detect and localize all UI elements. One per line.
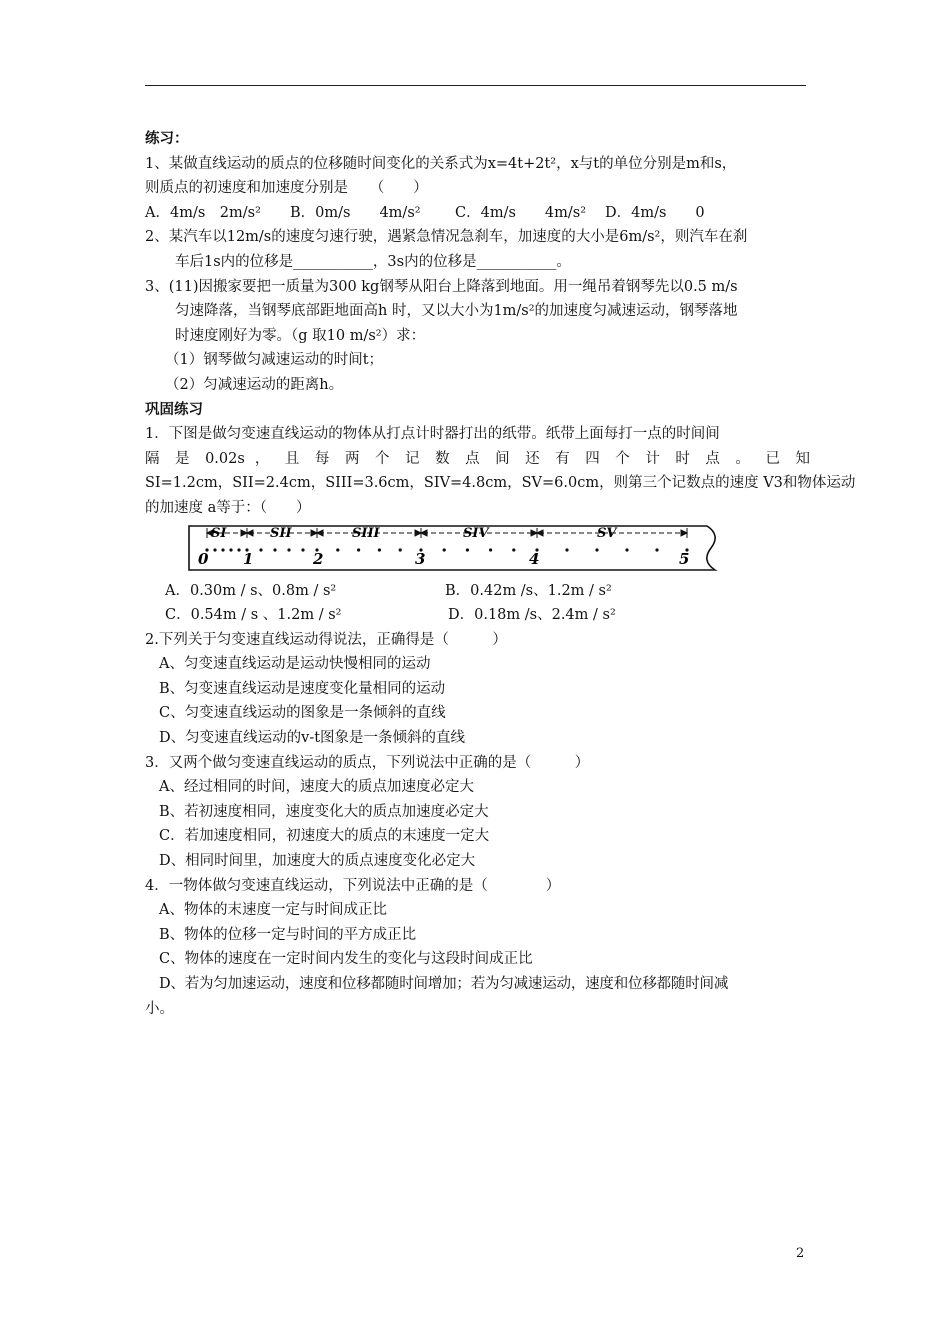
- cons-q4-stem: 4．一物体做匀变速直线运动，下列说法中正确的是（ ）: [145, 877, 561, 894]
- ticker-tape-svg: [185, 523, 725, 573]
- practice-q3-line2: 匀速降落，当钢琴底部距地面高h 时，又以大小为1m/s²的加速度匀减速运动，钢琴落地: [175, 303, 738, 320]
- tape-timing-dot: [301, 548, 304, 551]
- tape-timing-dot: [357, 548, 360, 551]
- practice-heading: 练习：: [145, 131, 189, 147]
- tape-point-4: 4: [529, 549, 540, 568]
- tape-seg-label-5: SV: [597, 525, 617, 541]
- tape-timing-dot: [221, 548, 224, 551]
- cons-q3-stem: 3．又两个做匀变速直线运动的质点，下列说法中正确的是（ ）: [145, 754, 590, 771]
- tape-seg-label-2: SII: [270, 525, 292, 541]
- practice-q1-line1: 1、某做直线运动的质点的位移随时间变化的关系式为x=4t+2t²，x与t的单位分别是m和s，: [145, 155, 737, 172]
- cons-q1-option-d: D．0.18m /s、2.4m / s²: [448, 607, 616, 624]
- cons-q1-line2: 隔 是 0.02s ， 且 每 两 个 记 数 点 间 还 有 四 个 计 时 点 。 已 知: [145, 450, 810, 467]
- cons-q4-option-a: A、物体的末速度一定与时间成正比: [159, 902, 387, 919]
- tape-point-5: 5: [679, 549, 690, 568]
- cons-q4-option-b: B、物体的位移一定与时间的平方成正比: [159, 926, 417, 943]
- practice-q3-sub2: （2）匀减速运动的距离h。: [165, 376, 344, 393]
- tape-arrowhead: [317, 530, 323, 536]
- tape-point-2: 2: [313, 549, 324, 568]
- practice-q1-options: [145, 201, 810, 226]
- tape-seg-label-3: SIII: [352, 525, 380, 541]
- tape-timing-dot: [237, 548, 240, 551]
- ticker-tape-figure: [145, 523, 810, 575]
- cons-q1-line1: 1．下图是做匀变速直线运动的物体从打点计时器打出的纸带。纸带上面每打一点的时间间: [145, 426, 720, 443]
- header-rule: [145, 85, 806, 86]
- page-content: [145, 127, 856, 1021]
- tape-timing-dot: [287, 548, 290, 551]
- tape-arrowhead: [247, 530, 253, 536]
- tape-timing-dot: [466, 548, 469, 551]
- tape-timing-dot: [625, 548, 628, 551]
- tape-timing-dot: [489, 548, 492, 551]
- tape-timing-dot: [273, 548, 276, 551]
- practice-q3-sub1: （1）钢琴做匀减速运动的时间t；: [165, 352, 384, 369]
- cons-q3-option-c: C．若加速度相同，初速度大的质点的末速度一定大: [159, 828, 490, 845]
- practice-q1-option-a: A．4m/s 2m/s²: [145, 204, 261, 221]
- tape-arrowhead: [681, 530, 687, 536]
- cons-q2-option-b: B、匀变速直线运动是速度变化量相同的运动: [159, 680, 446, 697]
- tape-timing-dot: [443, 548, 446, 551]
- tape-timing-dot: [565, 548, 568, 551]
- tape-timing-dot: [399, 548, 402, 551]
- cons-q2-stem: 2.下列关于匀变速直线运动得说法，正确得是（ ）: [145, 631, 507, 648]
- practice-q2-line1: 2、某汽车以12m/s的速度匀速行驶，遇紧急情况急刹车，加速度的大小是6m/s²，则汽车在刹: [145, 229, 748, 246]
- tape-timing-dot: [229, 548, 232, 551]
- tape-arrowhead: [537, 530, 543, 536]
- practice-q1-option-c: C．4m/s 4m/s²: [455, 204, 587, 221]
- tape-point-3: 3: [415, 549, 426, 568]
- tape-seg-label-1: SI: [211, 525, 227, 541]
- tape-timing-dot: [595, 548, 598, 551]
- cons-q1-option-c: C．0.54m / s 、1.2m / s²: [165, 607, 342, 624]
- tape-seg-label-4: SIV: [463, 525, 489, 541]
- cons-q2-option-a: A、匀变速直线运动是运动快慢相同的运动: [159, 656, 431, 673]
- cons-q3-option-d: D、相同时间里，加速度大的质点速度变化必定大: [159, 853, 476, 870]
- cons-q2-option-c: C、匀变速直线运动的图象是一条倾斜的直线: [159, 705, 446, 722]
- cons-q4-option-d-line1: D、若为匀加速运动，速度和位移都随时间增加；若为匀减速运动，速度和位移都随时间减: [159, 976, 729, 992]
- practice-q1-line2: 则质点的初速度和加速度分别是 （ ）: [145, 180, 428, 197]
- tape-timing-dot: [512, 548, 515, 551]
- tape-arrowhead: [421, 530, 427, 536]
- page-number: 2: [796, 1246, 805, 1261]
- cons-q3-option-a: A、经过相同的时间，速度大的质点加速度必定大: [159, 779, 474, 796]
- practice-q3-line3: 时速度刚好为零。（g 取10 m/s²）求：: [175, 327, 426, 344]
- consolidation-heading: 巩固练习: [145, 401, 203, 418]
- tape-point-0: 0: [198, 549, 209, 568]
- practice-q1-option-d: D．4m/s 0: [605, 204, 705, 221]
- tape-timing-dot: [336, 548, 339, 551]
- tape-timing-dot: [378, 548, 381, 551]
- practice-q2-line2: 车后1s内的位移是___________，3s内的位移是___________。: [175, 253, 571, 270]
- practice-q1-option-b: B．0m/s 4m/s²: [290, 204, 421, 221]
- cons-q1-line4: 的加速度 a等于：（ ）: [145, 499, 311, 516]
- tape-timing-dot: [655, 548, 658, 551]
- cons-q1-line3: SI=1.2cm，SII=2.4cm，SIII=3.6cm，SIV=4.8cm，SV=6.0cm，则第三个记数点的速度 V3和物体运动: [145, 475, 856, 492]
- cons-q1-options-row2: [145, 603, 810, 628]
- cons-q4-option-c: C、物体的速度在一定时间内发生的变化与这段时间成正比: [159, 951, 533, 968]
- cons-q4-option-d-line2: 小。: [145, 1000, 174, 1017]
- cons-q3-option-b: B、若初速度相同，速度变化大的质点加速度必定大: [159, 803, 489, 820]
- cons-q2-option-d: D、匀变速直线运动的v-t图象是一条倾斜的直线: [159, 730, 466, 747]
- tape-timing-dot: [259, 548, 262, 551]
- cons-q1-option-b: B．0.42m /s、1.2m / s²: [445, 582, 612, 599]
- cons-q1-option-a: A．0.30m / s、0.8m / s²: [165, 582, 337, 599]
- cons-q1-options-row1: [145, 579, 810, 604]
- tape-timing-dot: [213, 548, 216, 551]
- tape-point-1: 1: [243, 549, 254, 568]
- practice-q3-line1: 3、(11)因搬家要把一质量为300 kg钢琴从阳台上降落到地面。用一绳吊着钢琴先以0.5 m/s: [145, 278, 738, 295]
